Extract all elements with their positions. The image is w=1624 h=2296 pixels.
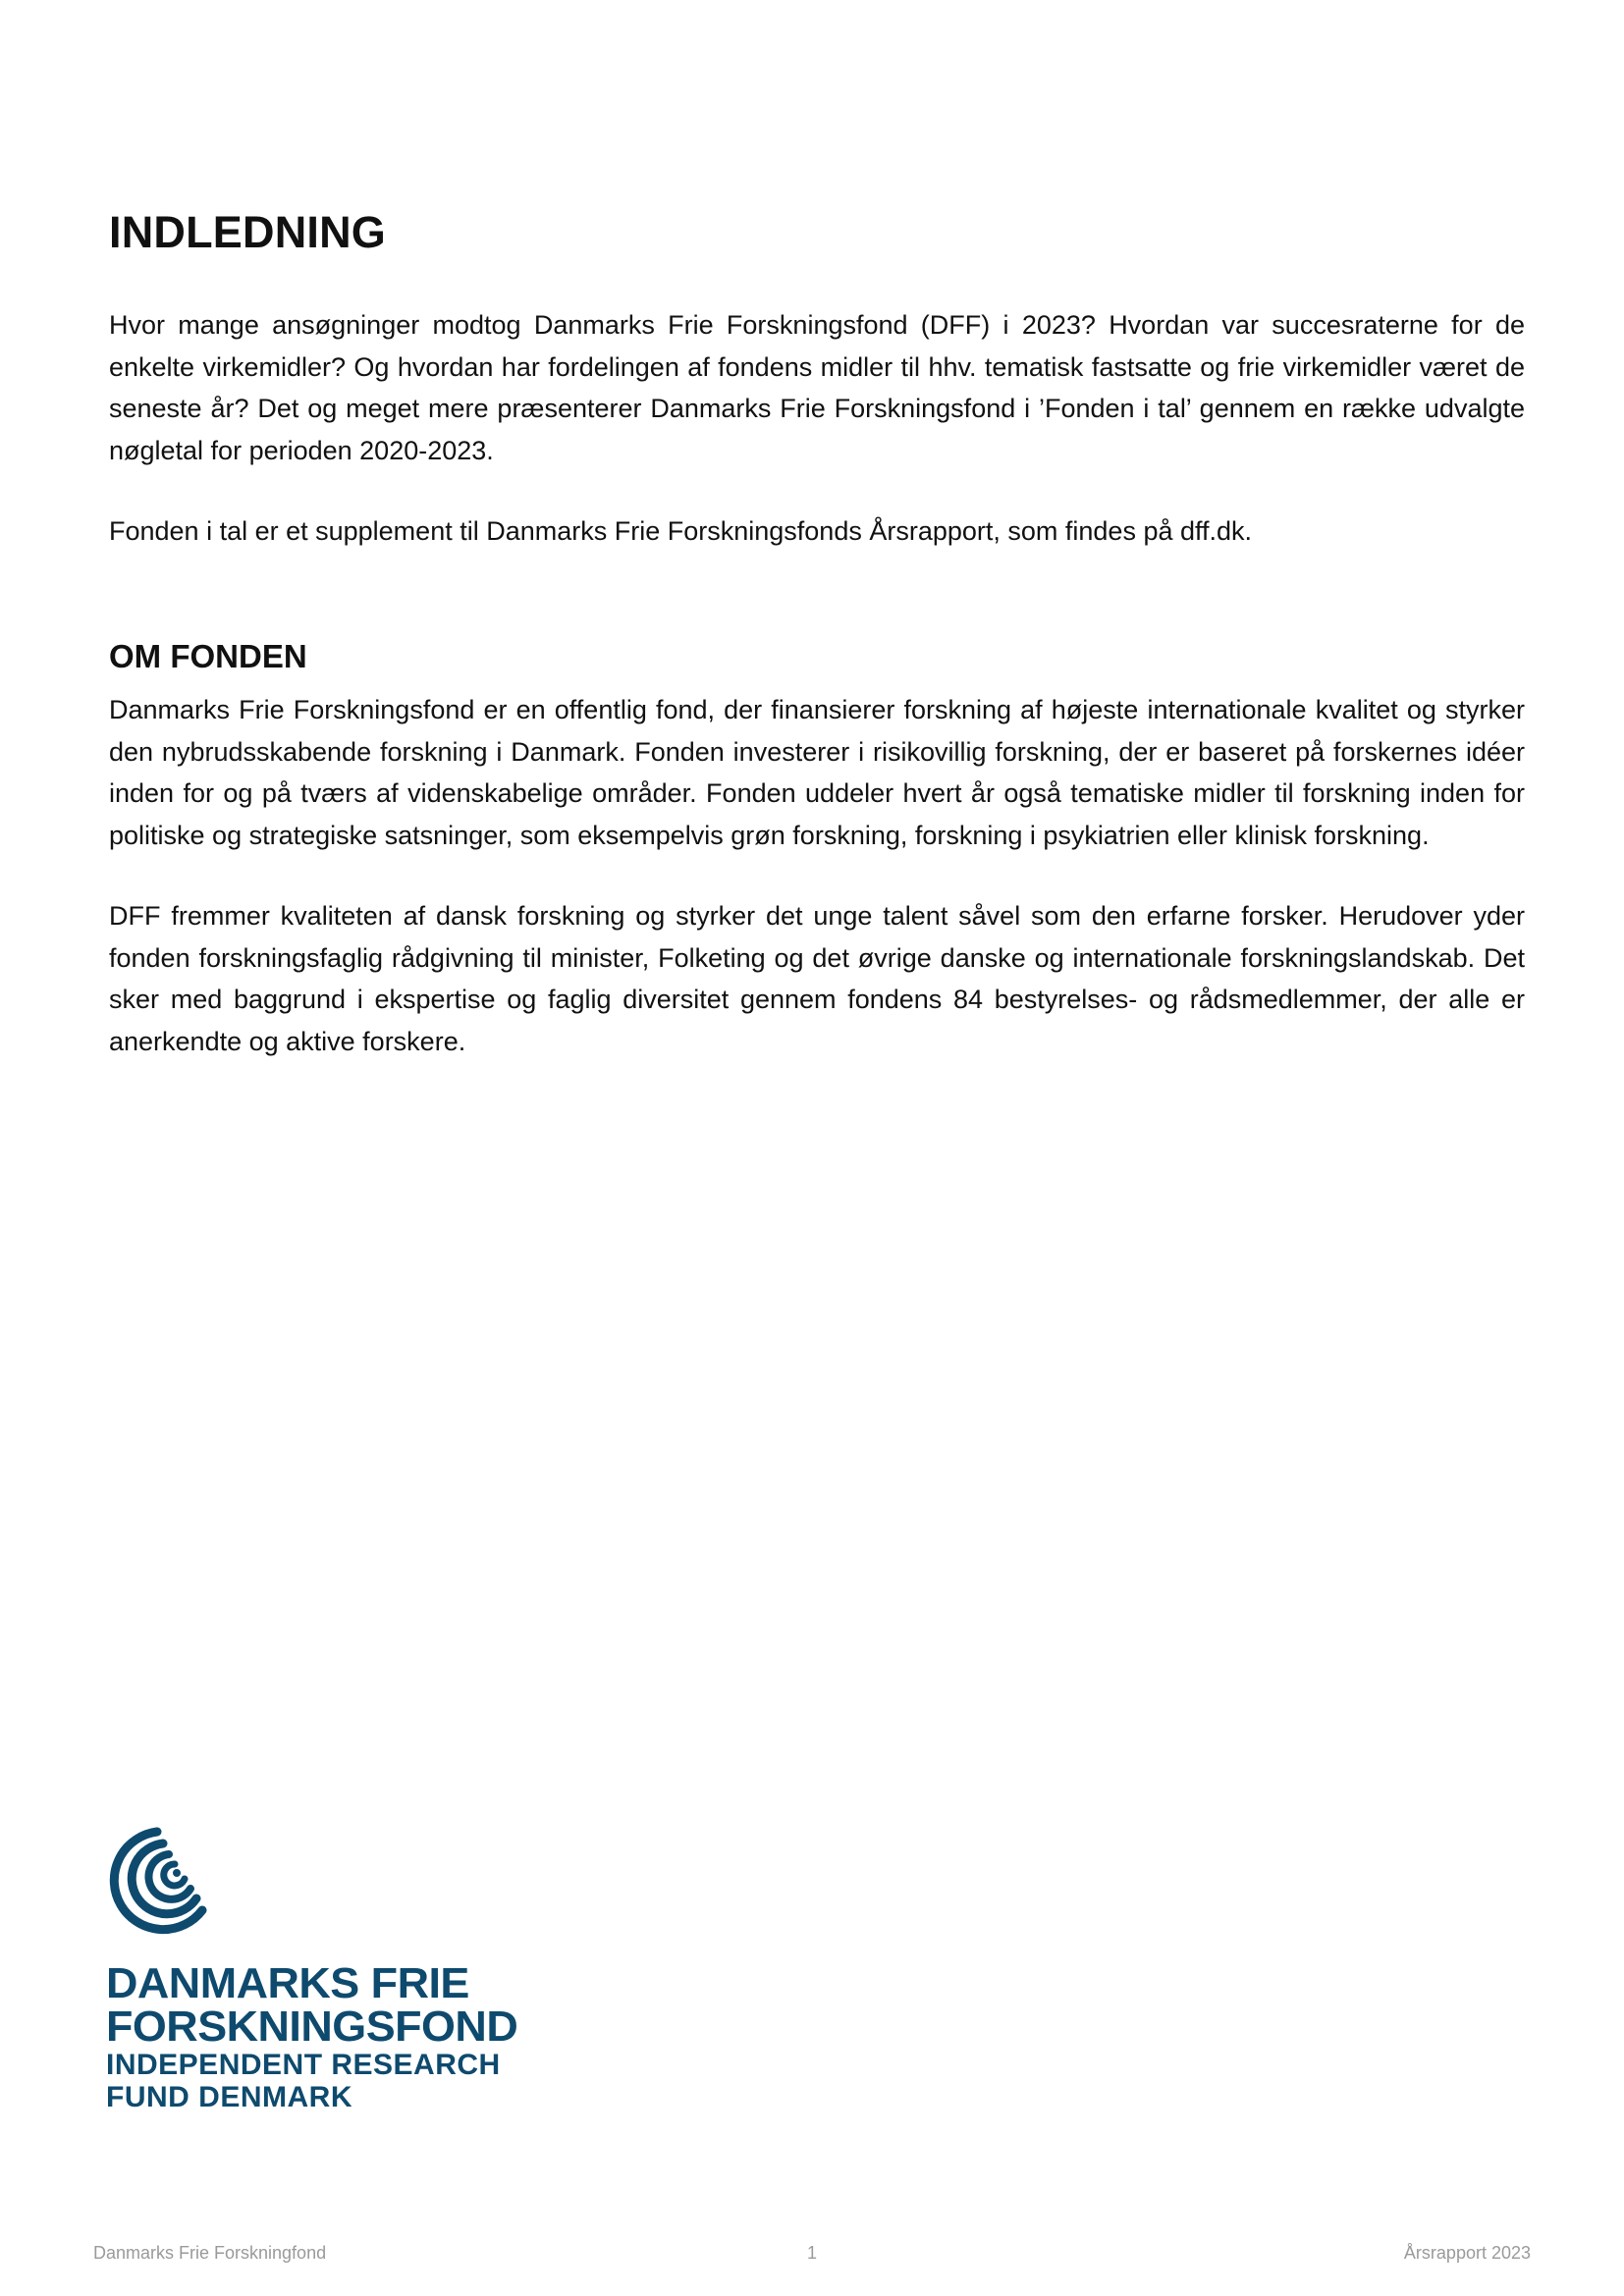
footer-publisher: Danmarks Frie Forskningfond [93, 2243, 327, 2263]
intro-paragraph: Fonden i tal er et supplement til Danmarks Frie Forskningsfonds Årsrapport, som findes på dff.dk. [109, 516, 1253, 546]
dff-logo [106, 1792, 518, 2113]
content-area [109, 206, 1525, 1062]
logo-name-danish-line2: FORSKNINGSFOND [106, 2002, 518, 2051]
logo-name-english-line2: FUND DENMARK [106, 2081, 352, 2113]
page-number: 1 [806, 2243, 817, 2263]
logo-name-english-line1: INDEPENDENT RESEARCH [106, 2049, 501, 2081]
page-title: INDLEDNING [109, 207, 386, 257]
intro-section [109, 304, 1525, 553]
footer-report-name: Årsrapport 2023 [1403, 2243, 1531, 2263]
dff-logo-icon [106, 1792, 229, 1935]
logo-wordmark [106, 1959, 518, 2113]
about-paragraph: Danmarks Frie Forskningsfond er en offentlig fond, der finansierer forskning af højeste internationale kvalitet og styrker den nybrudsskabende forskning i Danmark. Fonden investerer i risikovillig forskning, der er baseret på forskernes idéer inden for og på tværs af videnskabelige områder. Fonden uddeler hvert år også tematiske midler til forskning inden for politiske og strategiske satsninger, som eksempelvis grøn forskning, forskning i psykiatrien eller klinisk forskning. [109, 695, 1525, 850]
intro-paragraph: Hvor mange ansøgninger modtog Danmarks Frie Forskningsfond (DFF) i 2023? Hvordan var succesraterne for de enkelte virkemidler? Og hvordan har fordelingen af fondens midler til hhv. tematisk fastsatte og frie virkemidler været de seneste år? Det og meget mere præsenterer Danmarks Frie Forskningsfond i ’Fonden i tal’ gennem en række udvalgte nøgletal for perioden 2020-2023. [109, 310, 1525, 465]
about-section [109, 689, 1525, 1062]
about-paragraph: DFF fremmer kvaliteten af dansk forskning og styrker det unge talent såvel som den erfarne forsker. Herudover yder fonden forskningsfaglig rådgivning til minister, Folketing og det øvrige danske og internationale forskningslandskab. Det sker med baggrund i ekspertise og faglig diversitet gennem fondens 84 bestyrelses- og rådsmedlemmer, der alle er anerkendte og aktive forskere. [109, 901, 1525, 1056]
logo-name-danish-line1: DANMARKS FRIE [106, 1959, 469, 2007]
section-heading: OM FONDEN [109, 637, 307, 674]
